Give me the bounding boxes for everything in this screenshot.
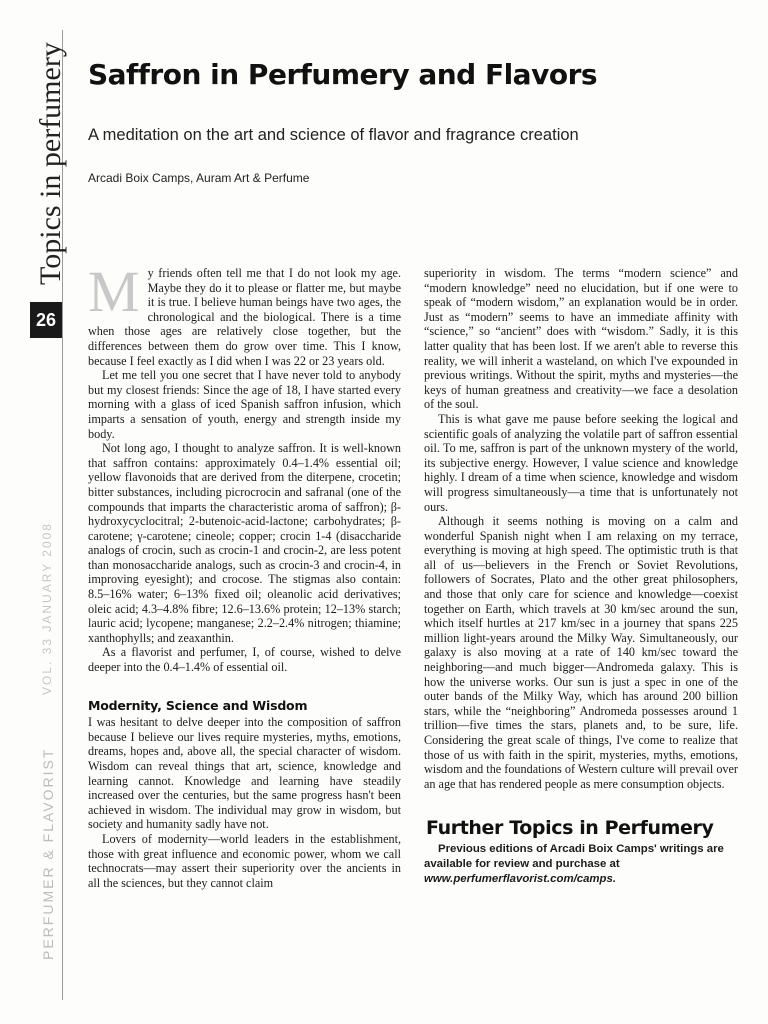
body-paragraph: This is what gave me pause before seeking the logical and scientific goals of analyzing the volatile part of saffron essential oil. To me, saffron is part of the unknown mystery of the world, its subjective energy. However, I value science and knowledge highly. I dream of a time when science, knowledge and wisdom will progress simultaneously—a time that is unfortunately not ours. — [424, 411, 738, 514]
page-number: 26 — [30, 302, 62, 338]
body-paragraph: As a flavorist and perfumer, I, of course, wished to delve deeper into the 0.4–1.4% of essential oil. — [88, 645, 401, 675]
body-paragraph: Lovers of modernity—world leaders in the establishment, those with great influence and economic power, whom we call technocrats—may assert their superiority over the ancients in all the sciences, but they cannot claim — [88, 831, 401, 890]
body-paragraph: Not long ago, I thought to analyze saffron. It is well-known that saffron contains: approximately 0.4–1.4% essential oil; yellow flavonoids that are derived from the diterpene, crocetin; bitter substances, including picrocrocin and safranal (one of the compounds that imparts the characteristic aroma of saffron); β-hydroxycyclocitral; 2-butenoic-acid-lactone; carbohydrates; β-carotene; γ-carotene; cineole; copper; crocin 1-4 (disaccharide analogs of crocin, such as crocin-1 and crocin-2, are less potent than monosaccharide analogs, such as crocin-3 and crocin-4, in improving eyesight); and crocose. The stigmas also contain: 8.5–16% water; 6–13% fixed oil; oleanolic acid derivatives; oleic acid; 4.3–4.8% fibre; 12.6–13.6% protein; 12–13% starch; lauric acid; lycopene; manganese; 2.2–2.4% nitrogen; thiamine; xanthophylls; and zeaxanthin. — [88, 441, 401, 645]
left-column — [88, 259, 401, 890]
section-title-vertical: Topics in perfumery — [34, 42, 67, 285]
body-paragraph: Although it seems nothing is moving on a calm and wonderful Spanish night when I am relaxing on my terrace, everything is moving at high speed. The optimistic truth is that all of us—believers in the French or Soviet Revolutions, followers of Socrates, Plato and the other great philosophers, and those that only care for science and knowledge—coexist together on Earth, which travels at 30 km/sec around the sun, which itself hurtles at 217 km/sec in a journey that spans 225 million light-years around the Milky Way. Simultaneously, our galaxy is also moving at a rate of 140 km/sec toward the neighboring—and much bigger—Andromeda galaxy. This is how the universe works. Our sun is just a spec in one of the outer bands of the Milky Way, which has around 200 billion stars, while the “neighboring” Andromeda possesses around 1 trillion—five times the stars, planets and, to be sure, life. Considering the great scale of things, I've come to realize that those of us with faith in the spirit, mysteries, myths, emotions, wisdom and the foundations of Western culture will prevail over an age that has rendered people as mere consumption objects. — [424, 514, 738, 791]
body-paragraph: superiority in wisdom. The terms “modern science” and “modern knowledge” need no elucidation, but if one were to speak of “modern wisdom,” an explanation would be in order. Just as “modern” seems to have an immediate affinity with “science,” so “ancient” does with “wisdom.” Sadly, it is this latter quality that has been lost. If we aren't able to reverse this reality, we will inherit a wasteland, on which I've expounded in previous writings. Without the spirit, myths and mysteries—the keys of human greatness and creativity—we face a desolation of the soul. — [424, 266, 738, 412]
right-column — [424, 266, 738, 887]
further-topics-link[interactable]: www.perfumerflavorist.com/camps. — [424, 872, 617, 885]
body-paragraph: My friends often tell me that I do not look my age. Maybe they do it to please or flatter me, but maybe it is true. I believe human beings have two ages, the chronological and the biological. There is a time when those ages are relatively close together, but the differences between them do grow over time. This I know, because I feel exactly as I did when I was 22 or 23 years old. — [88, 259, 401, 368]
body-paragraph: Let me tell you one secret that I have never told to anybody but my closest friends: Since the age of 18, I have started every morning with a glass of iced Spanish saffron infusion, which imparts a sensation of youth, energy and strength inside my body. — [88, 368, 401, 441]
article-title: Saffron in Perfumery and Flavors — [88, 58, 598, 91]
author-byline: Arcadi Boix Camps, Auram Art & Perfume — [88, 171, 310, 185]
section-heading: Modernity, Science and Wisdom — [88, 697, 308, 713]
article-subtitle: A meditation on the art and science of flavor and fragrance creation — [88, 126, 579, 144]
issue-info-vertical: VOL. 33 JANUARY 2008 — [40, 522, 54, 695]
further-topics-text: Previous editions of Arcadi Boix Camps' writings are available for review and purchase at www.perfumerflavorist.com/camps. — [424, 842, 724, 885]
further-topics-heading: Further Topics in Perfumery — [426, 817, 714, 840]
drop-cap: M — [88, 259, 140, 324]
body-paragraph: I was hesitant to delve deeper into the composition of saffron because I believe our lives require mysteries, myths, emotions, dreams, hopes and, above all, the special character of wisdom. Wisdom can reveal things that art, science, knowledge and learning cannot. Knowledge and learning have steadily increased over the centuries, but the same progress hasn't been achieved in wisdom. The individual may grow in wisdom, but society and humanity sadly have not. — [88, 715, 401, 832]
journal-name-vertical: PERFUMER & FLAVORIST — [40, 747, 56, 960]
